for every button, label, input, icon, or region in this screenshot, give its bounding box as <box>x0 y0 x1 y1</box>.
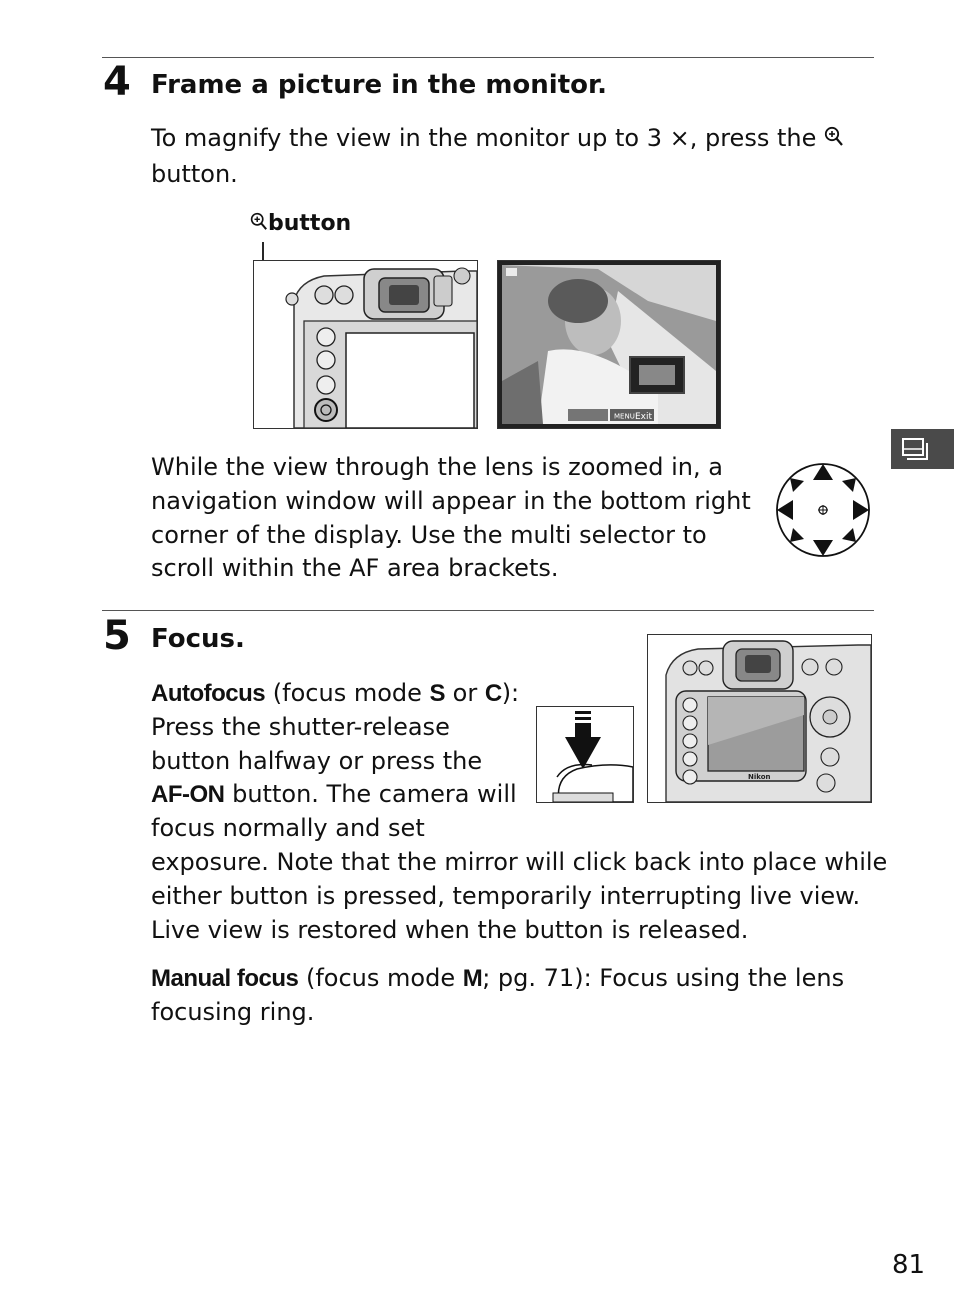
zoom-button-callout-label: button <box>268 211 352 236</box>
live-view-tab-icon <box>891 429 954 469</box>
autofocus-line-1 <box>151 677 871 711</box>
camera-brand-label: Nikon <box>748 773 771 781</box>
or-word: or <box>445 679 485 707</box>
step-4-title: Frame a picture in the monitor. <box>151 70 607 100</box>
camera-back-illustration <box>253 260 478 429</box>
top-rule <box>102 57 874 58</box>
autofocus-open: (focus mode <box>265 679 430 707</box>
autofocus-line-4-rest: button. The camera will <box>224 780 517 809</box>
zoom-in-icon <box>824 124 844 158</box>
section-rule <box>102 610 874 611</box>
autofocus-line-5: focus normally and set <box>151 814 425 843</box>
autofocus-paragraph <box>151 677 888 947</box>
autofocus-line-6: exposure. Note that the mirror will click back into place while <box>151 847 888 876</box>
focus-mode-m: M <box>462 965 483 992</box>
step-4-intro-after: button. <box>151 159 238 188</box>
autofocus-close: ): <box>501 679 520 707</box>
lcd-menu-label: MENU <box>614 412 635 421</box>
step-4-intro <box>151 122 851 192</box>
autofocus-line-2: Press the shutter-release <box>151 712 450 741</box>
zoomed-live-view-screen <box>497 260 721 429</box>
step-5-number: 5 <box>103 613 131 659</box>
live-view-section-tab <box>891 429 954 469</box>
autofocus-line-8: Live view is restored when the button is released. <box>151 915 749 944</box>
zoom-in-icon <box>250 212 268 237</box>
manual-rest: ; pg. 71): Focus using the lens <box>482 964 845 992</box>
page-number: 81 <box>892 1250 926 1280</box>
step-4-number: 4 <box>103 59 131 105</box>
focus-mode-c: C <box>484 680 502 707</box>
step-4-nav-paragraph: While the view through the lens is zoomed in, a navigation window will appear in the bottom right corner of the display. Use the multi selector to scroll within the AF area brackets. <box>151 453 751 583</box>
autofocus-line-7: either button is pressed, temporarily interrupting live view. <box>151 881 861 910</box>
autofocus-term: Autofocus <box>151 680 266 707</box>
multi-selector-icon <box>774 462 872 558</box>
zoom-button-callout <box>250 212 351 237</box>
manual-focus-line-2: focusing ring. <box>151 997 315 1026</box>
af-on-button-label: AF-ON <box>151 781 225 809</box>
manual-focus-line-1 <box>151 962 871 996</box>
autofocus-line-3: button halfway or press the <box>151 746 483 775</box>
manual-focus-paragraph <box>151 962 871 1030</box>
autofocus-line-4 <box>151 778 871 812</box>
manual-open: (focus mode <box>298 964 463 992</box>
step-4-intro-before: To magnify the view in the monitor up to 3 ×, press the <box>151 124 817 152</box>
focus-mode-s: S <box>429 680 446 707</box>
lcd-exit-label: Exit <box>635 412 653 422</box>
manual-focus-term: Manual focus <box>151 965 299 992</box>
step-5-title: Focus. <box>151 624 245 654</box>
